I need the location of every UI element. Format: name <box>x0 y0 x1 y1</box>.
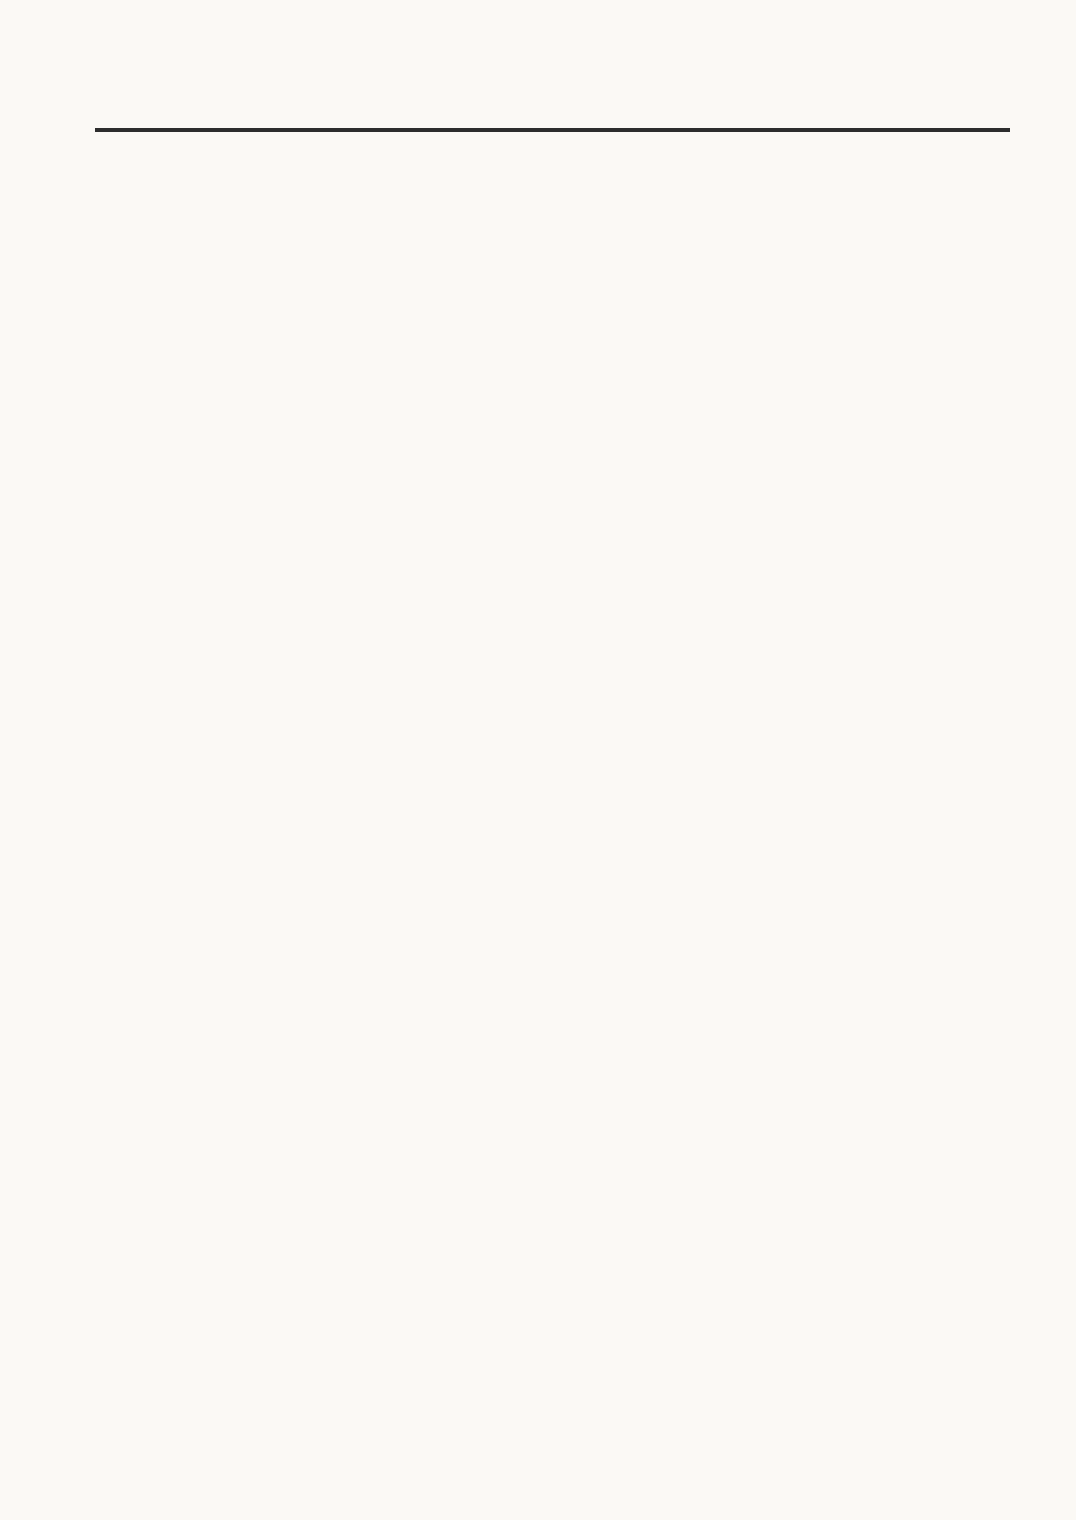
schedule-table <box>95 128 1010 132</box>
